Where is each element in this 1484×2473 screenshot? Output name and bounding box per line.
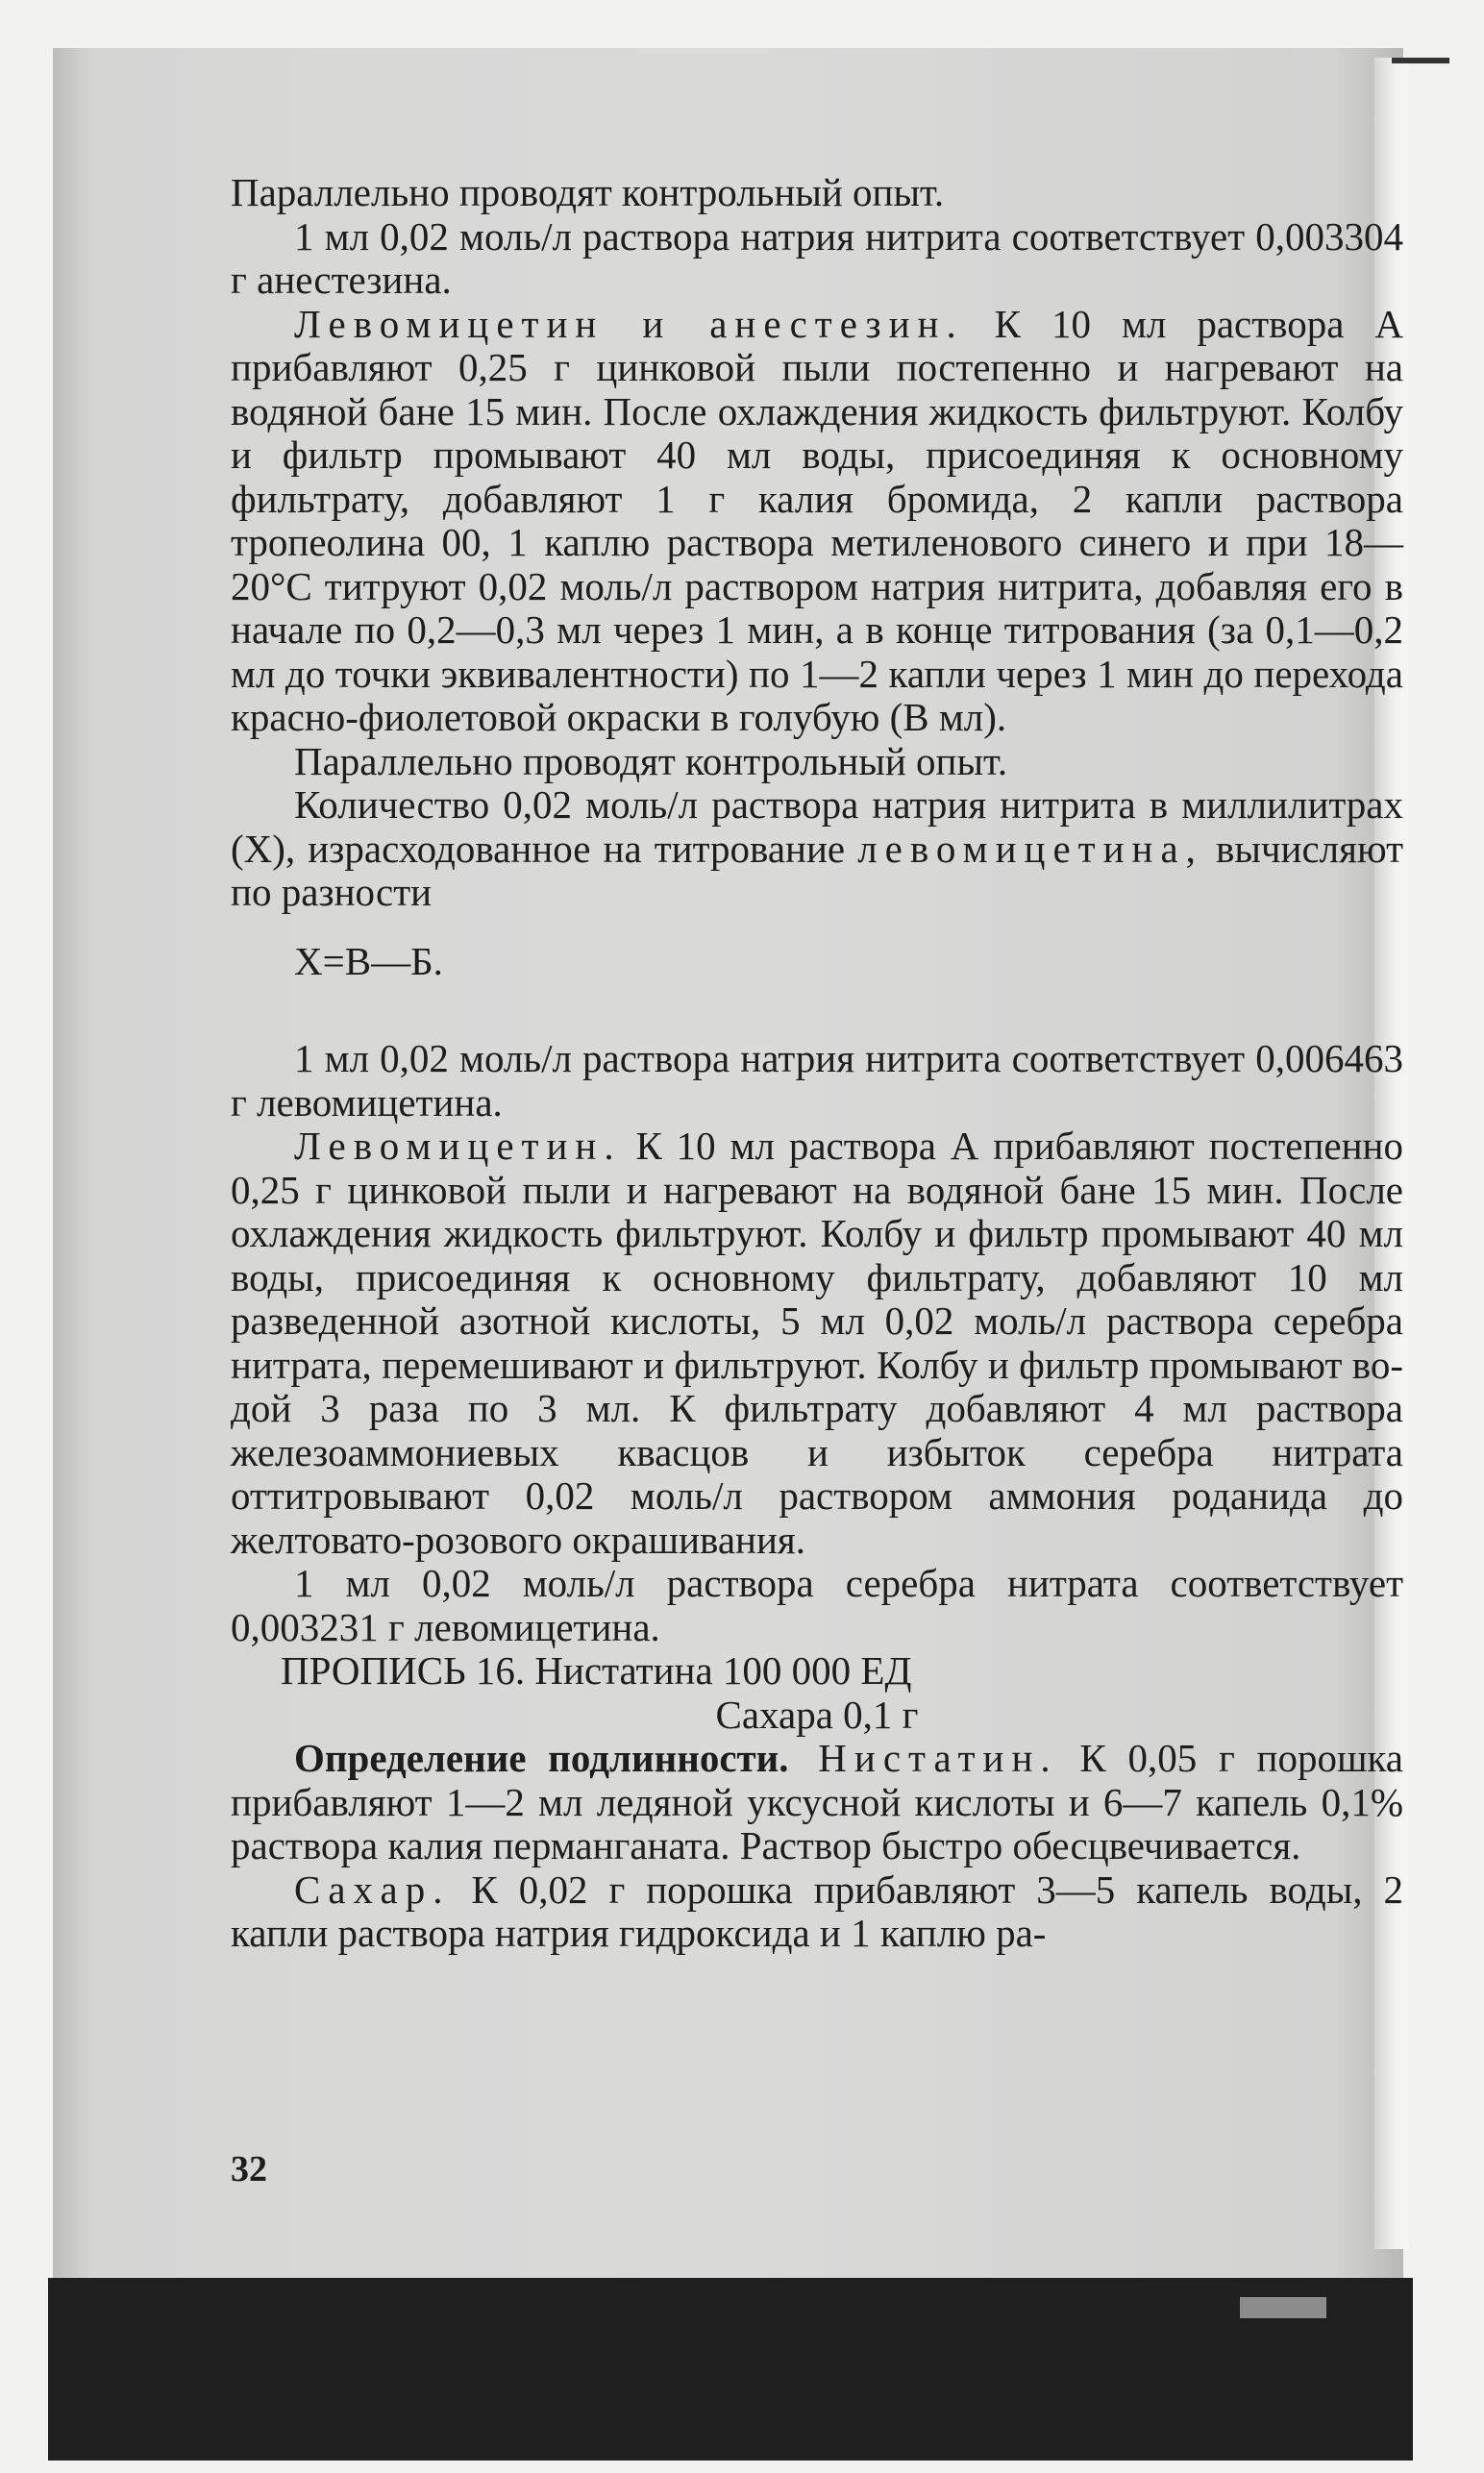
- term-levomycetin-heading: Левомицетин.: [294, 1124, 622, 1168]
- paragraph-equivalence-silver: 1 мл 0,02 моль/л раствора серебра нитрата соответствует 0,003231 г левомицетина.: [231, 1561, 1403, 1649]
- term-sugar: Сахар.: [294, 1867, 451, 1912]
- paragraph-text: вычисляют по разности: [231, 826, 1403, 914]
- paragraph-control-2: Параллельно проводят контрольный опыт.: [294, 738, 1008, 783]
- term-nystatin: Нистатин.: [788, 1736, 1058, 1780]
- paragraph-nystatin: [231, 1737, 1403, 1868]
- paragraph-equivalence-anesthesin: 1 мл 0,02 моль/л раствора натрия нитрита соответствует 0,003304 г анестезина.: [231, 213, 1403, 302]
- term-levomycetin-anesthesin: Левомицетин и анестезин.: [294, 301, 964, 346]
- recipe-line-2: Сахара 0,1 г: [715, 1692, 919, 1737]
- paragraph-text: К 10 мл раствора А прибавляют 0,25 г цинковой пыли постепенно и нагревают на водяной бане 15 мин. После охлаждения жидкость фильтруют. Колбу и фильтр промывают 40 мл воды, присоединяя к основному фильтрату, добавляют 1 г калия бромида, 2 капли раствора тропеолина 00, 1 каплю раствора метиленового синего и при 18—20°С титруют 0,02 моль/л раствором натрия нитрита, добавляя его в начале по 0,2—0,3 мл через 1 мин, а в конце титрования (за 0,1—0,2 мл до точки эквивалентности) по 1—2 капли через 1 мин до перехода красно-фиолетовой окраски в голубую (В мл).: [231, 301, 1403, 739]
- paragraph-levomycetin: [231, 1125, 1403, 1562]
- page-text: [231, 171, 1403, 1956]
- paragraph-levomycetin-anesthesin: [231, 303, 1403, 740]
- scan-light-patch: [1240, 2297, 1326, 2318]
- scan-dark-band: [48, 2278, 1413, 2461]
- paragraph-equivalence-levomycetin: 1 мл 0,02 моль/л раствора натрия нитрита соответствует 0,006463 г левомицетина.: [231, 1036, 1403, 1125]
- paragraph-text: К 10 мл раствора А прибавляют постепенно 0,25 г цинковой пыли и нагревают на водяной бане 15 мин. После охлаждения жидкость фильтруют. Колбу и фильтр промывают 40 мл воды, присоединяя к основному фильтрату, добавляют 10 мл разведенной азотной кислоты, 5 мл 0,02 моль/л раствора серебра нитрата, перемешивают и фильтруют. Колбу и фильтр промывают водой 3 раза по 3 мл. К фильтрату добавляют 4 мл раствора железоаммониевых квасцов и избыток серебра нитрата оттитровывают 0,02 моль/л раствором аммония роданида до желтовато-розового окрашивания.: [231, 1124, 1403, 1562]
- scan-mark: [1392, 58, 1449, 63]
- section-heading-authenticity: Определение подлинности.: [294, 1736, 789, 1780]
- paragraph-control-1: Параллельно проводят контрольный опыт.: [231, 170, 945, 214]
- paragraph-sugar: [231, 1868, 1403, 1956]
- formula: X=В—Б.: [294, 938, 443, 983]
- paragraph-text: К 0,02 г порошка прибавляют 3—5 капель воды, 2 капли раствора натрия гидроксида и 1 каплю ра-: [231, 1867, 1403, 1955]
- paragraph-text: Количество 0,02 моль/л раствора натрия нитрита в миллилитрах (X), израсходованное на титрование: [231, 782, 1403, 871]
- paragraph-quantity: [231, 783, 1403, 915]
- term-levomycetin: левомицетина,: [857, 826, 1203, 871]
- recipe-line-1: ПРОПИСЬ 16. Нистатина 100 000 ЕД: [281, 1648, 912, 1693]
- paragraph-text: К 0,05 г порошка прибавляют 1—2 мл ледяной уксусной кислоты и 6—7 капель 0,1% раствора калия перманганата. Раствор быстро обесцвечивается.: [231, 1736, 1404, 1867]
- page-number: 32: [231, 2149, 267, 2189]
